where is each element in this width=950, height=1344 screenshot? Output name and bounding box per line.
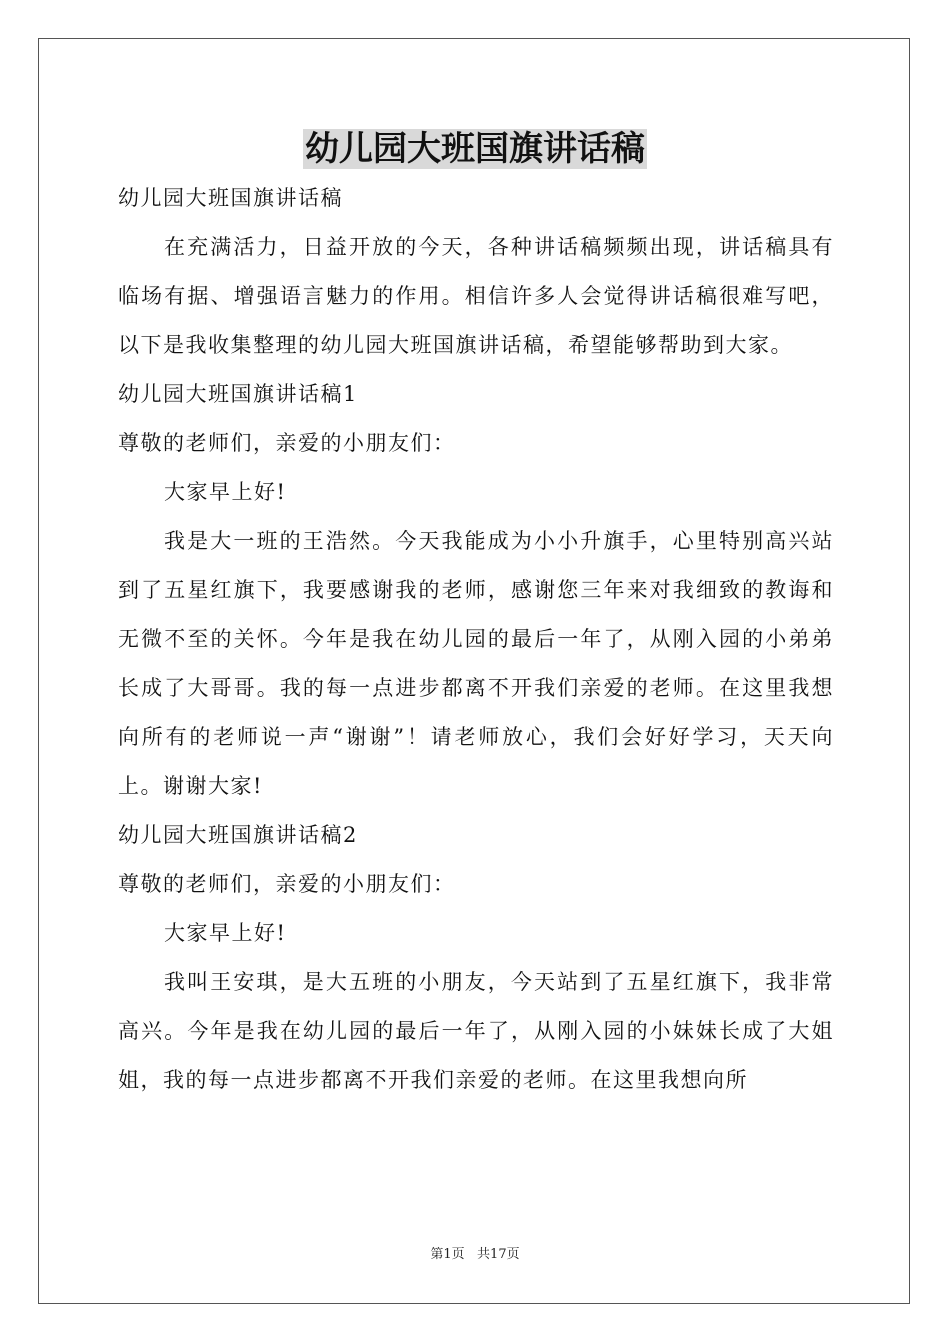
paragraph-subtitle: 幼儿园大班国旗讲话稿 [118, 186, 343, 210]
document-title [0, 126, 950, 172]
page-number-footer: 第1页 共17页 [430, 1247, 520, 1262]
greeting-line: 尊敬的老师们，亲爱的小朋友们： [118, 431, 456, 455]
paragraph-intro: 在充满活力，日益开放的今天，各种讲话稿频频出现，讲话稿具有临场有据、增强语言魅力的作用。相信许多人会觉得讲话稿很难写吧，以下是我收集整理的幼儿园大班国旗讲话稿，希望能够帮助到大家。 [118, 235, 834, 357]
speech-paragraph-2: 我叫王安琪，是大五班的小朋友，今天站到了五星红旗下，我非常高兴。今年是我在幼儿园的最后一年了，从刚入园的小妹妹长成了大姐姐，我的每一点进步都离不开我们亲爱的老师。在这里我想向所 [118, 970, 834, 1092]
speech-paragraph-1: 我是大一班的王浩然。今天我能成为小小升旗手，心里特别高兴站到了五星红旗下，我要感谢我的老师，感谢您三年来对我细致的教诲和无微不至的关怀。今年是我在幼儿园的最后一年了，从刚入园的小弟弟长成了大哥哥。我的每一点进步都离不开我们亲爱的老师。在这里我想向所有的老师说一声“谢谢”！请老师放心，我们会好好学习，天天向上。谢谢大家! [118, 529, 834, 798]
section-heading-1: 幼儿园大班国旗讲话稿1 [118, 382, 358, 406]
section-heading-2: 幼儿园大班国旗讲话稿2 [118, 823, 358, 847]
greeting-line: 尊敬的老师们，亲爱的小朋友们： [118, 872, 456, 896]
good-morning-line: 大家早上好! [164, 480, 287, 504]
document-body [118, 174, 834, 1105]
document-title-text: 幼儿园大班国旗讲话稿 [305, 129, 645, 169]
good-morning-line: 大家早上好! [164, 921, 287, 945]
